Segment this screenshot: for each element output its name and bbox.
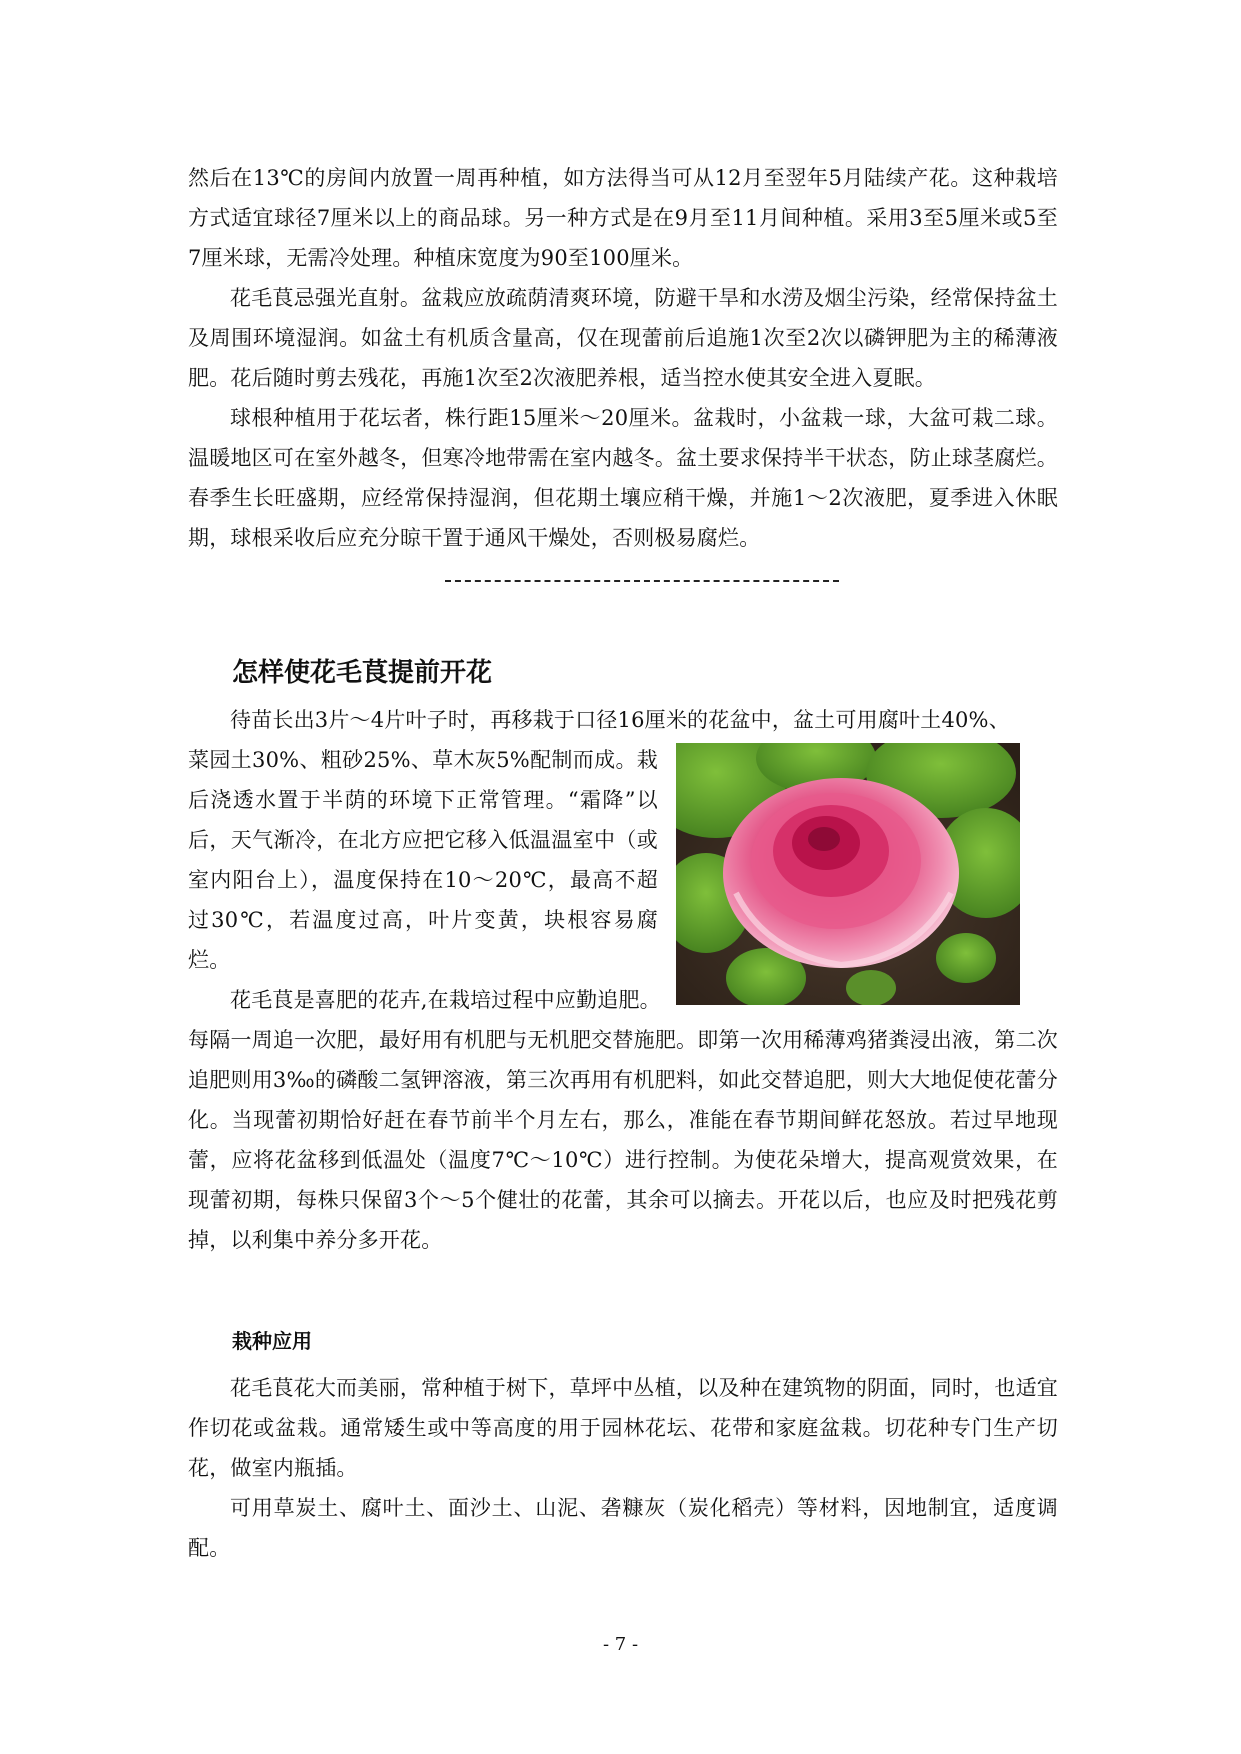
flower-photo-illustration <box>676 743 1020 1005</box>
page-number: - 7 - <box>602 1634 639 1655</box>
paragraph-bulb-planting: 球根种植用于花坛者，株行距15厘米～20厘米。盆栽时，小盆栽一球，大盆可栽二球。温暖地区可在室外越冬，但寒冷地带需在室内越冬。盆土要求保持半干状态，防止球茎腐烂。春季生长旺盛期，应经常保持湿润，但花期土壤应稍干燥，并施1～2次液肥，夏季进入休眠期，球根采收后应充分晾干置于通风干燥处，否则极易腐烂。 <box>188 406 1058 550</box>
paragraph-soil-materials: 可用草炭土、腐叶土、面沙土、山泥、砻糠灰（炭化稻壳）等材料，因地制宜，适度调配。 <box>188 1496 1058 1560</box>
paragraph-fertilizer-first: 花毛茛是喜肥的花卉,在栽培过程中应勤追肥。 <box>230 988 661 1012</box>
section-heading-application: 栽种应用 <box>232 1329 312 1353</box>
paragraph-pot-care: 花毛茛忌强光直射。盆栽应放疏荫清爽环境，防避干旱和水涝及烟尘污染，经常保持盆土及周围环境湿润。如盆土有机质含量高，仅在现蕾前后追施1次至2次以磷钾肥为主的稀薄液肥。花后随时剪去残花，再施1次至2次液肥养根，适当控水使其安全进入夏眠。 <box>188 286 1058 390</box>
paragraph-application-uses: 花毛茛花大而美丽，常种植于树下，草坪中丛植，以及种在建筑物的阴面，同时，也适宜作切花或盆栽。通常矮生或中等高度的用于园林花坛、花带和家庭盆栽。切花种专门生产切花，做室内瓶插。 <box>188 1376 1058 1480</box>
paragraph-transplant-line: 待苗长出3片～4片叶子时，再移栽于口径16厘米的花盆中，盆土可用腐叶土40%、 <box>230 708 1010 732</box>
section-heading-early-bloom: 怎样使花毛茛提前开花 <box>232 658 493 688</box>
paragraph-planting-time: 然后在13℃的房间内放置一周再种植，如方法得当可从12月至翌年5月陆续产花。这种栽培方式适宜球径7厘米以上的商品球。另一种方式是在9月至11月间种植。采用3至5厘米或5至7厘米球，无需冷处理。种植床宽度为90至100厘米。 <box>188 166 1058 270</box>
paragraph-fertilizer-rest: 每隔一周追一次肥，最好用有机肥与无机肥交替施肥。即第一次用稀薄鸡猪粪浸出液，第二次追肥则用3‰的磷酸二氢钾溶液，第三次再用有机肥料，如此交替追肥，则大大地促使花蕾分化。当现蕾初期恰好赶在春节前半个月左右，那么，准能在春节期间鲜花怒放。若过早地现蕾，应将花盆移到低温处（温度7℃～10℃）进行控制。为使花朵增大，提高观赏效果，在现蕾初期，每株只保留3个～5个健壮的花蕾，其余可以摘去。开花以后，也应及时把残花剪掉，以利集中养分多开花。 <box>188 1028 1058 1252</box>
ranunculus-flower-image <box>676 743 1020 1005</box>
paragraph-transplant-wrap: 菜园土30%、粗砂25%、草木灰5%配制而成。栽后浇透水置于半荫的环境下正常管理。“霜降”以后，天气渐冷，在北方应把它移入低温温室中（或室内阳台上），温度保持在10～20℃，最高不超过30℃，若温度过高，叶片变黄，块根容易腐烂。 <box>188 748 658 972</box>
section-divider <box>445 580 839 582</box>
